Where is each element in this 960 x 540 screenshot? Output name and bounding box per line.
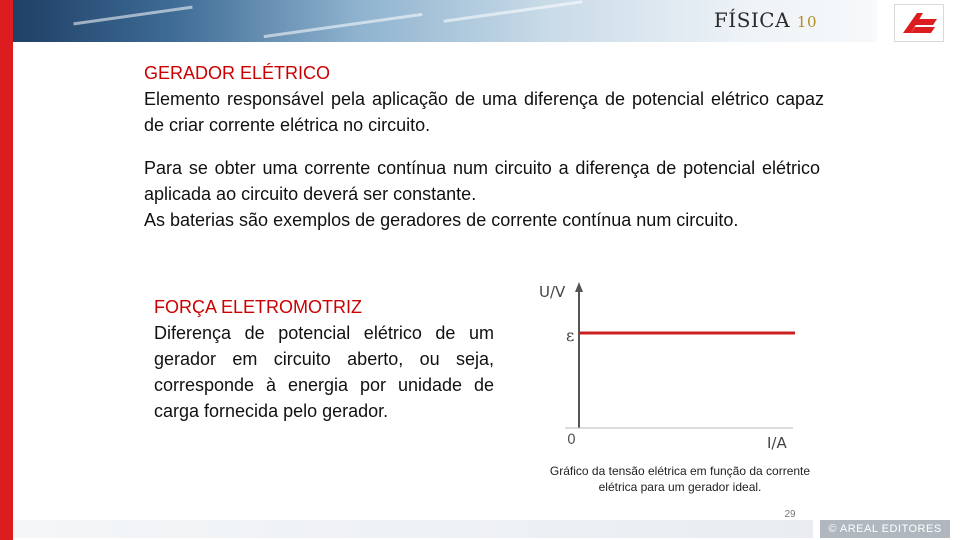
- subject-title: FÍSICA 10: [713, 8, 817, 32]
- emf-title: FORÇA ELETROMOTRIZ: [154, 297, 363, 317]
- y-axis-arrow: [575, 282, 583, 292]
- emf-definition: Diferença de potencial elétrico de um gerador em circuito aberto, ou seja, corresponde à energia por unidade de carga fornecida pelo gerador.: [154, 323, 494, 421]
- origin-label: 0: [567, 432, 576, 448]
- batteries-paragraph: As baterias são exemplos de geradores de corrente contínua num circuito.: [144, 210, 739, 230]
- copyright-notice: © AREAL EDITORES: [820, 520, 950, 538]
- voltage-current-chart: [535, 278, 805, 458]
- x-axis-label: I/A: [767, 434, 787, 452]
- direct-current-section: [144, 155, 820, 233]
- left-accent-bar: [0, 0, 13, 540]
- footer-strip: [13, 520, 813, 538]
- header-banner: [13, 0, 877, 42]
- y-axis-label: U/V: [539, 283, 566, 301]
- generator-title: GERADOR ELÉTRICO: [144, 63, 331, 83]
- direct-current-paragraph: Para se obter uma corrente contínua num circuito a diferença de potencial elétrico aplicada ao circuito deverá ser constante.: [144, 158, 820, 204]
- emf-section: [154, 294, 494, 424]
- page-number: 29: [784, 509, 796, 520]
- emf-level-label: ε: [566, 326, 575, 345]
- generator-definition: Elemento responsável pela aplicação de uma diferença de potencial elétrico capaz de criar corrente elétrica no circuito.: [144, 89, 824, 135]
- generator-section: [144, 60, 824, 138]
- publisher-logo: [894, 4, 944, 42]
- chart-caption: Gráfico da tensão elétrica em função da corrente elétrica para um gerador ideal.: [549, 464, 811, 494]
